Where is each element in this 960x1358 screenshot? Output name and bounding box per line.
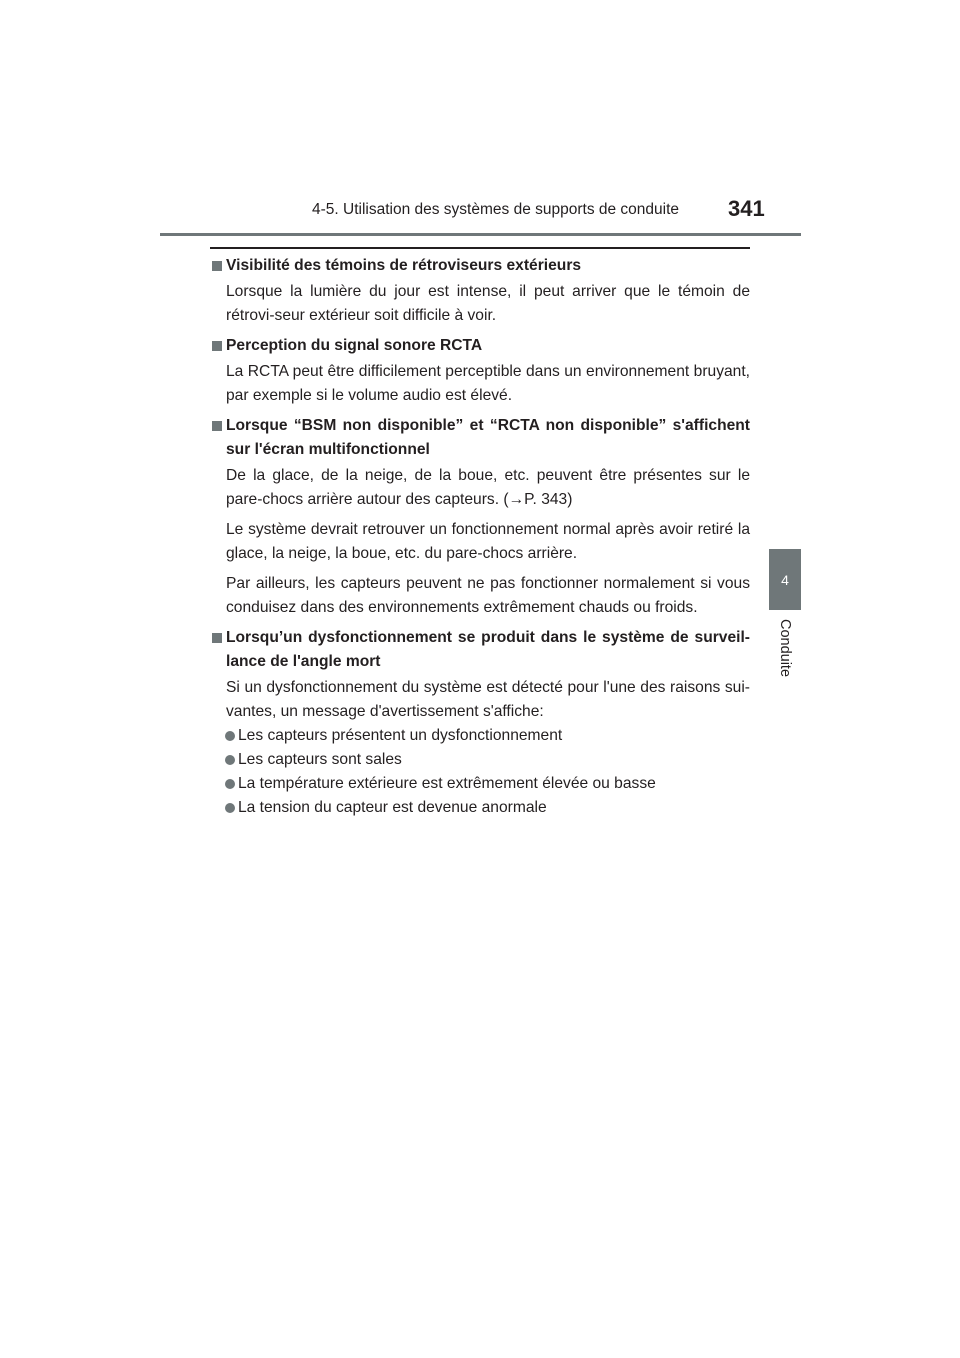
section-heading-text: Visibilité des témoins de rétroviseurs extérieurs xyxy=(226,257,582,274)
square-bullet-icon xyxy=(212,341,222,351)
page-number: 341 xyxy=(728,196,765,221)
section-heading-text: Lorsque “BSM non disponible” et “RCTA non disponible” s'affichent sur l'écran multifonctionnel xyxy=(226,417,750,458)
chapter-tab xyxy=(769,549,801,610)
square-bullet-icon xyxy=(212,261,222,271)
paragraph: Si un dysfonctionnement du système est détecté pour l'une des raisons sui-vantes, un message d'avertissement s'affiche: xyxy=(226,679,750,720)
section-heading xyxy=(210,334,750,358)
list-item-text: La tension du capteur est devenue anormale xyxy=(238,799,547,816)
paragraph: Par ailleurs, les capteurs peuvent ne pas fonctionner normalement si vous conduisez dans des environnements extrêmement chauds ou froids. xyxy=(226,575,750,616)
section-unavailable-message xyxy=(210,414,750,620)
bullet-list xyxy=(210,724,750,820)
square-bullet-icon xyxy=(212,421,222,431)
section-heading-text: Perception du signal sonore RCTA xyxy=(226,337,483,354)
chapter-tab-number: 4 xyxy=(781,571,789,588)
paragraph: De la glace, de la neige, de la boue, etc. peuvent être présentes sur le pare-chocs arrière autour des capteurs. (→P. 343) xyxy=(226,467,750,508)
paragraph: Lorsque la lumière du jour est intense, il peut arriver que le témoin de rétrovi-seur extérieur soit difficile à voir. xyxy=(226,283,750,324)
list-item-text: Les capteurs présentent un dysfonctionnement xyxy=(238,727,563,744)
list-item xyxy=(210,748,750,772)
section-heading xyxy=(210,254,750,278)
page-content xyxy=(210,254,750,826)
section-mirror-visibility xyxy=(210,254,750,328)
list-item xyxy=(210,772,750,796)
section-heading xyxy=(210,626,750,674)
section-heading xyxy=(210,414,750,462)
list-item-text: La température extérieure est extrêmement élevée ou basse xyxy=(238,775,656,792)
round-bullet-icon xyxy=(225,803,235,813)
round-bullet-icon xyxy=(225,755,235,765)
paragraph: La RCTA peut être difficilement perceptible dans un environnement bruyant, par exemple si le volume audio est élevé. xyxy=(226,363,750,404)
round-bullet-icon xyxy=(225,779,235,789)
header-rule xyxy=(160,233,801,236)
square-bullet-icon xyxy=(212,633,222,643)
paragraph: Le système devrait retrouver un fonctionnement normal après avoir retiré la glace, la neige, la boue, etc. du pare-chocs arrière. xyxy=(226,521,750,562)
content-rule xyxy=(210,247,750,249)
list-item xyxy=(210,724,750,748)
list-item-text: Les capteurs sont sales xyxy=(238,751,402,768)
section-heading-text: Lorsqu’un dysfonctionnement se produit dans le système de surveil-lance de l'angle mort xyxy=(226,629,750,670)
section-rcta-signal xyxy=(210,334,750,408)
section-malfunction xyxy=(210,626,750,820)
round-bullet-icon xyxy=(225,731,235,741)
list-item xyxy=(210,796,750,820)
chapter-header: 4-5. Utilisation des systèmes de supports de conduite xyxy=(312,201,680,218)
chapter-tab-label: Conduite xyxy=(777,618,793,678)
